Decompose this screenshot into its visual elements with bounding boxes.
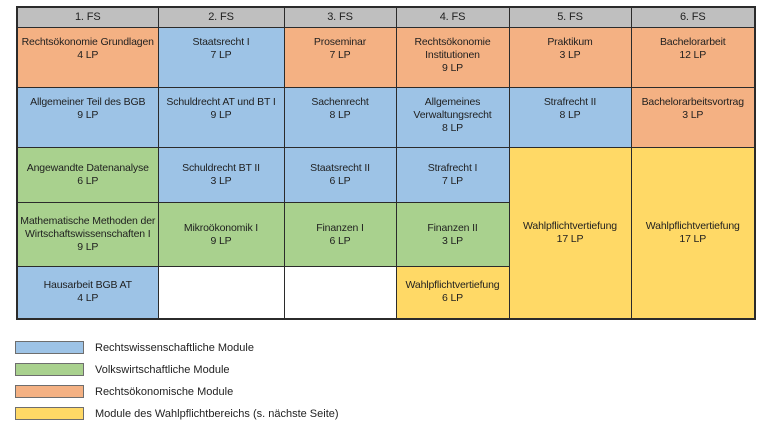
module-credits: 7 LP (210, 49, 232, 61)
module-credits: 9 LP (442, 62, 463, 74)
module-credits: 3 LP (682, 109, 704, 121)
header-4-fs: 4. FS (396, 7, 509, 28)
module-title: Bachelorarbeitsvortrag (641, 96, 744, 108)
module-title: Mathematische Methoden der Wirtschaftswissenschaften I (20, 215, 156, 240)
module-credits: 9 LP (77, 109, 99, 121)
study-plan-table (16, 6, 756, 320)
module-cell (396, 203, 509, 267)
module-credits: 12 LP (679, 49, 707, 61)
module-title: Wahlpflichtvertiefung (523, 219, 617, 232)
module-cell (17, 203, 158, 267)
module-title: Praktikum (547, 36, 593, 48)
header-2-fs: 2. FS (158, 7, 284, 28)
module-title: Sachenrecht (311, 96, 369, 108)
module-credits: 17 LP (679, 232, 707, 245)
module-title: Strafrecht II (543, 96, 597, 108)
color-legend (15, 341, 339, 429)
module-credits: 4 LP (77, 49, 99, 61)
module-title: Rechtsökonomie Institutionen (414, 36, 491, 61)
module-cell (284, 203, 396, 267)
legend-swatch-econ (15, 363, 84, 376)
module-cell (631, 88, 755, 148)
module-credits: 9 LP (210, 109, 232, 121)
module-credits: 6 LP (329, 175, 351, 187)
legend-swatch-law (15, 341, 84, 354)
module-cell (17, 28, 158, 88)
module-title: Finanzen II (427, 221, 478, 234)
legend-label: Volkswirtschaftliche Module (95, 363, 230, 376)
module-title: Rechtsökonomie Grundlagen (21, 36, 154, 48)
module-cell (158, 88, 284, 148)
module-title: Angewandte Datenanalyse (26, 162, 149, 174)
header-3-fs: 3. FS (284, 7, 396, 28)
legend-swatch-elective (15, 407, 84, 420)
module-credits: 6 LP (442, 292, 463, 305)
header-6-fs: 6. FS (631, 7, 755, 28)
module-cell (158, 203, 284, 267)
table-row (17, 28, 755, 88)
table-row (17, 148, 755, 203)
module-cell (396, 88, 509, 148)
empty-cell (158, 267, 284, 319)
module-cell (17, 88, 158, 148)
legend-item (15, 363, 339, 376)
module-title: Bachelorarbeit (659, 36, 726, 48)
module-credits: 8 LP (442, 122, 463, 134)
table-row (17, 88, 755, 148)
header-1-fs: 1. FS (17, 7, 158, 28)
module-credits: 7 LP (329, 49, 351, 61)
module-credits: 3 LP (210, 175, 232, 187)
legend-label: Module des Wahlpflichtbereichs (s. nächste Seite) (95, 407, 339, 420)
module-credits: 4 LP (77, 292, 99, 305)
module-title: Strafrecht I (427, 162, 478, 174)
module-title: Allgemeines Verwaltungsrecht (413, 96, 492, 121)
semester-header-row (17, 7, 755, 28)
module-title: Finanzen I (316, 221, 364, 234)
module-title: Schuldrecht BT II (182, 162, 260, 174)
legend-label: Rechtswissenschaftliche Module (95, 341, 254, 354)
module-title: Staatsrecht II (310, 162, 370, 174)
module-cell (284, 148, 396, 203)
module-credits: 17 LP (556, 232, 584, 245)
module-cell (17, 267, 158, 319)
module-title: Proseminar (313, 36, 367, 48)
module-credits: 3 LP (442, 234, 463, 247)
module-cell (631, 28, 755, 88)
legend-label: Rechtsökonomische Module (95, 385, 234, 398)
legend-item (15, 341, 339, 354)
module-credits: 8 LP (329, 109, 351, 121)
module-cell (17, 148, 158, 203)
module-credits: 8 LP (559, 109, 581, 121)
module-title: Allgemeiner Teil des BGB (30, 96, 146, 108)
module-credits: 6 LP (77, 175, 99, 187)
module-cell (509, 28, 631, 88)
module-credits: 3 LP (559, 49, 581, 61)
module-cell (158, 28, 284, 88)
module-credits: 9 LP (210, 234, 232, 247)
module-title: Hausarbeit BGB AT (43, 279, 132, 292)
module-cell (396, 28, 509, 88)
empty-cell (284, 267, 396, 319)
module-credits: 9 LP (77, 241, 99, 253)
header-5-fs: 5. FS (509, 7, 631, 28)
module-title: Wahlpflichtvertiefung (405, 279, 500, 292)
module-cell (284, 28, 396, 88)
module-credits: 7 LP (442, 175, 463, 187)
module-title: Wahlpflichtvertiefung (645, 219, 740, 232)
module-cell (631, 148, 755, 319)
module-cell (509, 148, 631, 319)
legend-item (15, 385, 339, 398)
legend-item (15, 407, 339, 420)
module-credits: 6 LP (329, 234, 351, 247)
module-title: Schuldrecht AT und BT I (166, 96, 276, 108)
module-cell (396, 148, 509, 203)
module-cell (158, 148, 284, 203)
module-cell (284, 88, 396, 148)
module-title: Mikroökonomik I (183, 221, 259, 234)
module-cell (396, 267, 509, 319)
legend-swatch-lawecon (15, 385, 84, 398)
module-cell (509, 88, 631, 148)
module-title: Staatsrecht I (192, 36, 250, 48)
